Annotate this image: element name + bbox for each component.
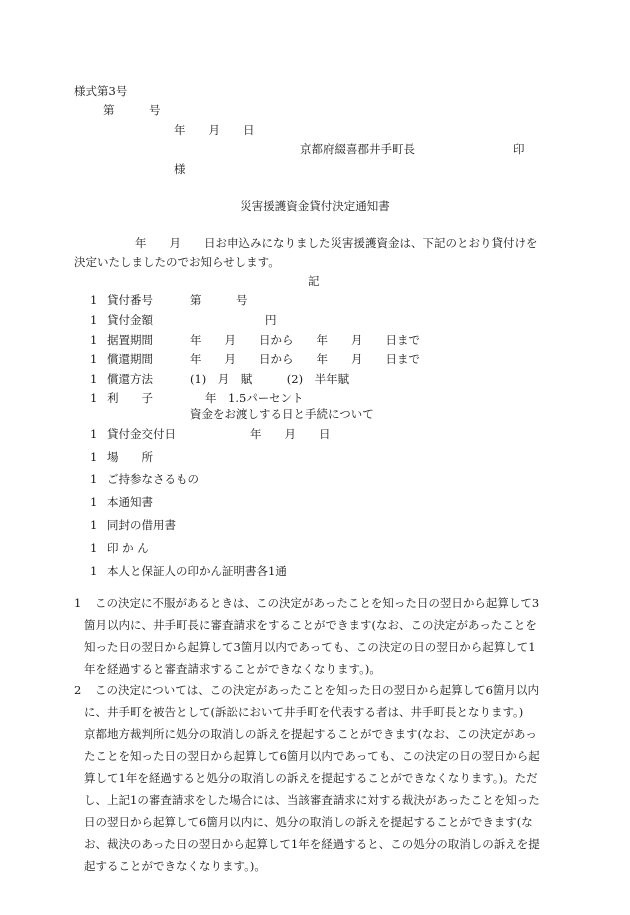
item-bullet: 1 <box>90 564 98 578</box>
ki-heading: 記 <box>308 274 320 288</box>
item-bullet: 1 <box>90 472 98 486</box>
item-bullet: 1 <box>90 352 98 366</box>
note-2-line-5: 算して1年を経過すると処分の取消しの訴えを提起することができなくなります。)。ただ <box>84 771 538 785</box>
list-item <box>0 518 630 534</box>
note-1-line-3: 知った日の翌日から起算して3箇月以内であっても、この決定の日の翌日から起算して1 <box>84 640 536 654</box>
list-item <box>0 352 630 368</box>
item-bullet: 1 <box>90 293 98 307</box>
item-value: 第 号 <box>190 293 248 307</box>
item-label: 印 か ん <box>107 541 149 555</box>
delivery-subheading: 資金をお渡しする日と手続について <box>190 407 374 421</box>
note-2-line-7: 日の翌日から起算して6箇月以内に、処分の取消しの訴えを提起することができます(な <box>84 815 533 829</box>
item-bullet: 1 <box>90 518 98 532</box>
note-2-line-1: この決定については、この決定があったことを知った日の翌日から起算して6箇月以内 <box>95 683 539 697</box>
item-bullet: 1 <box>90 333 98 347</box>
item-bullet: 1 <box>90 495 98 509</box>
seal-mark: 印 <box>513 142 525 156</box>
item-bullet: 1 <box>90 372 98 386</box>
list-item <box>0 427 630 443</box>
form-number: 様式第3号 <box>74 84 128 98</box>
item-value: 年 1.5パーセント <box>205 391 304 405</box>
item-label: 本人と保証人の印かん証明書各1通 <box>107 564 287 578</box>
item-value: 年 月 日から 年 月 日まで <box>190 352 420 366</box>
note-1-line-4: 年を経過すると審査請求することができなくなります。)。 <box>84 662 381 676</box>
item-label: 貸付番号 <box>107 293 153 307</box>
list-item <box>0 293 630 309</box>
list-item <box>0 472 630 488</box>
item-value: 年 月 日から 年 月 日まで <box>190 333 420 347</box>
item-label: ご持参なさるもの <box>107 472 199 486</box>
item-label: 貸付金額 <box>107 313 153 327</box>
note-2-line-4: たことを知った日の翌日から起算して6箇月以内であっても、この決定の日の翌日から起 <box>84 749 540 763</box>
note-2-line-3: 京都地方裁判所に処分の取消しの訴えを提起することができます(なお、この決定があっ <box>84 727 537 741</box>
item-bullet: 1 <box>90 427 98 441</box>
list-item <box>0 333 630 349</box>
note-2-line-8: お、裁決のあった日の翌日から起算して1年を経過すると、この処分の取消しの訴えを提 <box>84 837 540 851</box>
note-1-line-1: この決定に不服があるときは、この決定があったことを知った日の翌日から起算して3 <box>95 596 540 610</box>
item-label: 場 所 <box>107 450 153 464</box>
document-title: 災害援護資金貸付決定通知書 <box>240 199 390 213</box>
list-item <box>0 541 630 557</box>
list-item <box>0 372 630 388</box>
list-item <box>0 313 630 329</box>
note-2-number: 2 <box>74 683 82 697</box>
item-label: 償還方法 <box>107 372 153 386</box>
list-item <box>0 495 630 511</box>
issuer-name: 京都府綴喜郡井手町長 <box>300 142 415 156</box>
item-label: 据置期間 <box>107 333 153 347</box>
list-item <box>0 450 630 466</box>
note-1-line-2: 箇月以内に、井手町長に審査請求をすることができます(なお、この決定があったことを <box>84 618 537 632</box>
item-label: 同封の借用書 <box>107 518 176 532</box>
note-2-line-9: 起することができなくなります。)。 <box>84 859 266 873</box>
item-value: (1) 月 賦 (2) 半年賦 <box>190 372 350 386</box>
item-bullet: 1 <box>90 313 98 327</box>
item-bullet: 1 <box>90 450 98 464</box>
item-bullet: 1 <box>90 391 98 405</box>
addressee-suffix: 様 <box>174 162 186 176</box>
document-number: 第 号 <box>103 103 161 117</box>
note-2-line-6: し、上記1の審査請求をした場合には、当該審査請求に対する裁決があったことを知った <box>84 793 540 807</box>
item-label: 本通知書 <box>107 495 153 509</box>
note-1-number: 1 <box>74 596 82 610</box>
intro-line-1: 年 月 日お申込みになりました災害援護資金は、下記のとおり貸付けを <box>135 236 538 250</box>
item-value: 年 月 日 <box>250 427 331 441</box>
item-label: 償還期間 <box>107 352 153 366</box>
item-label: 貸付金交付日 <box>107 427 176 441</box>
item-label: 利 子 <box>107 391 153 405</box>
item-value: 円 <box>265 313 277 327</box>
list-item <box>0 564 630 580</box>
intro-line-2: 決定いたしましたのでお知らせします。 <box>74 255 280 269</box>
note-2-line-2: に、井手町を被告として(訴訟において井手町を代表する者は、井手町長となります。) <box>84 705 524 719</box>
list-item <box>0 391 630 407</box>
issue-date: 年 月 日 <box>174 123 255 137</box>
item-bullet: 1 <box>90 541 98 555</box>
